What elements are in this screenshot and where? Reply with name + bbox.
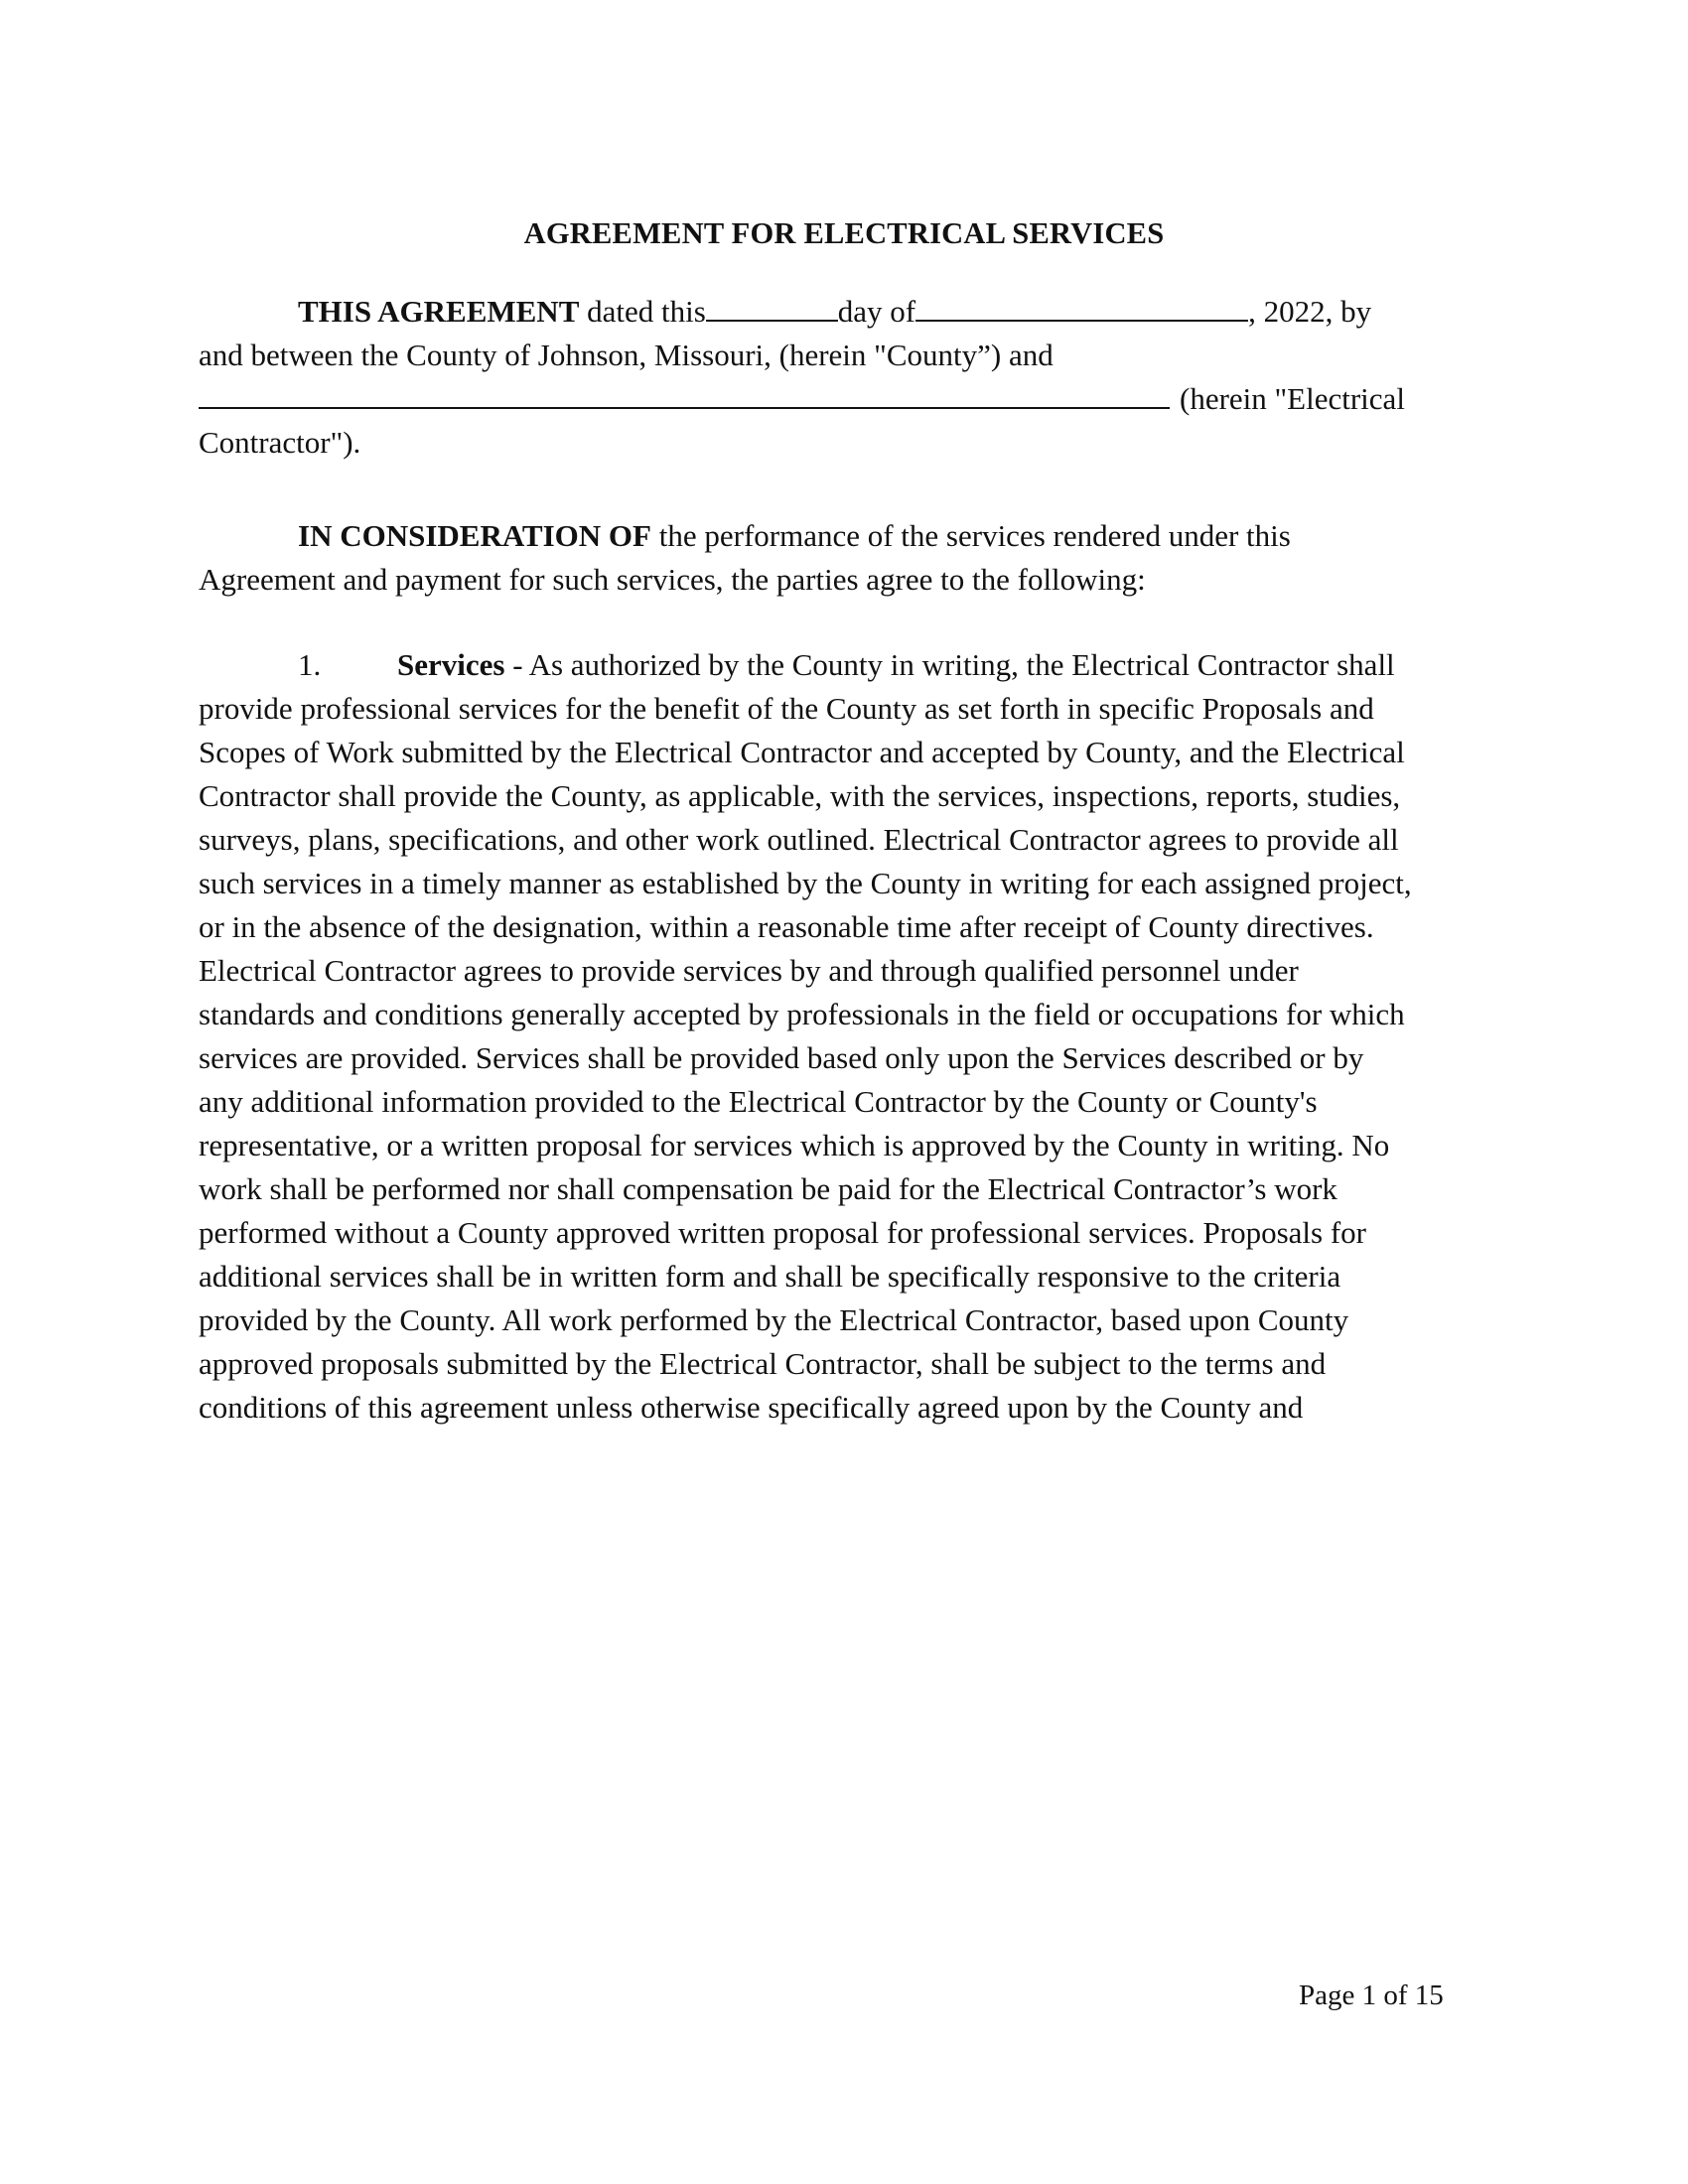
intro-lead: THIS AGREEMENT bbox=[298, 294, 580, 329]
services-section bbox=[199, 643, 1519, 1430]
services-line: Electrical Contractor agrees to provide services by and through qualified personnel under bbox=[199, 953, 1299, 988]
consideration-paragraph bbox=[199, 514, 1519, 602]
services-line: or in the absence of the designation, within a reasonable time after receipt of County directives. bbox=[199, 909, 1374, 944]
consideration-line-2: Agreement and payment for such services, the parties agree to the following: bbox=[199, 562, 1146, 597]
month-blank bbox=[915, 290, 1248, 322]
page-number: Page 1 of 15 bbox=[1299, 1979, 1444, 2011]
intro-line-3 bbox=[199, 377, 1519, 421]
services-line: provide professional services for the benefit of the County as set forth in specific Proposals and bbox=[199, 691, 1374, 726]
services-line: such services in a timely manner as established by the County in writing for each assigned project, bbox=[199, 866, 1412, 900]
intro-line-1 bbox=[199, 290, 1519, 334]
section-heading: Services bbox=[397, 647, 505, 682]
services-line: any additional information provided to the Electrical Contractor by the County or County's bbox=[199, 1084, 1318, 1119]
services-line: provided by the County. All work performed by the Electrical Contractor, based upon County bbox=[199, 1302, 1349, 1337]
intro-line-4: Contractor"). bbox=[199, 425, 361, 460]
services-line: representative, or a written proposal for services which is approved by the County in writing. No bbox=[199, 1128, 1390, 1162]
services-line: Contractor shall provide the County, as applicable, with the services, inspections, reports, studies, bbox=[199, 778, 1401, 813]
contractor-name-blank bbox=[199, 377, 1170, 409]
services-line: standards and conditions generally accepted by professionals in the field or occupations for which bbox=[199, 997, 1405, 1031]
intro-line-2: and between the County of Johnson, Missouri, (herein "County”) and bbox=[199, 338, 1054, 372]
services-line: services are provided. Services shall be provided based only upon the Services described or by bbox=[199, 1040, 1364, 1075]
document-title: AGREEMENT FOR ELECTRICAL SERVICES bbox=[523, 216, 1165, 250]
services-line: performed without a County approved written proposal for professional services. Proposals for bbox=[199, 1215, 1367, 1250]
section-number: 1. bbox=[298, 647, 322, 682]
consideration-line-1 bbox=[199, 514, 1519, 558]
intro-year-text: , 2022, by bbox=[1248, 294, 1372, 329]
day-blank bbox=[706, 290, 838, 322]
intro-paragraph bbox=[199, 290, 1519, 465]
services-line: additional services shall be in written form and shall be specifically responsive to the criteria bbox=[199, 1259, 1341, 1294]
consideration-lead: IN CONSIDERATION OF bbox=[298, 518, 651, 553]
services-line: surveys, plans, specifications, and other work outlined. Electrical Contractor agrees to provide all bbox=[199, 822, 1399, 857]
services-line: Scopes of Work submitted by the Electrical Contractor and accepted by County, and the Electrical bbox=[199, 735, 1405, 769]
services-line: approved proposals submitted by the Electrical Contractor, shall be subject to the terms and bbox=[199, 1346, 1327, 1381]
intro-dated-text: dated this bbox=[579, 294, 706, 329]
services-line: conditions of this agreement unless otherwise specifically agreed upon by the County and bbox=[199, 1390, 1304, 1425]
intro-day-text: day of bbox=[837, 294, 916, 329]
services-line-1 bbox=[199, 643, 1519, 687]
services-line-text: - As authorized by the County in writing, the Electrical Contractor shall bbox=[504, 647, 1395, 682]
consideration-line-1-rest: the performance of the services rendered under this bbox=[650, 518, 1291, 553]
services-line: work shall be performed nor shall compensation be paid for the Electrical Contractor’s work bbox=[199, 1171, 1337, 1206]
intro-line-3-tail: (herein "Electrical bbox=[1180, 381, 1405, 416]
